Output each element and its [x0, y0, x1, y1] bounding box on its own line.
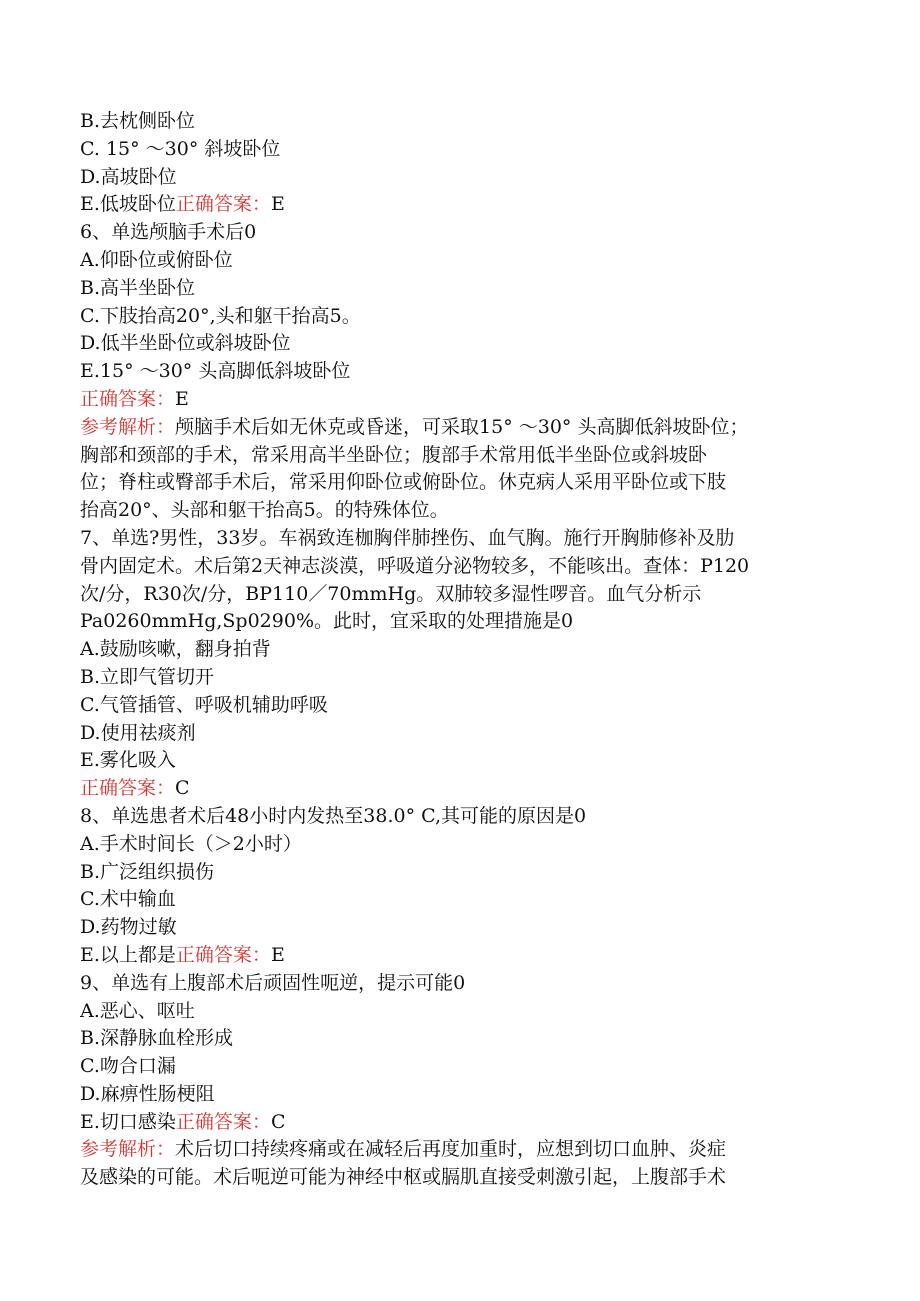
q9-option-d: D.麻痹性肠梗阻 — [80, 1082, 215, 1105]
q6-analysis-line-2: 胸部和颈部的手术，常采用高半坐卧位；腹部手术常用低半坐卧位或斜坡卧 — [80, 443, 708, 466]
document-page — [80, 108, 840, 1192]
q6-option-e: E.15° ～30° 头高脚低斜坡卧位 — [80, 360, 351, 383]
q8-answer-value: E — [270, 943, 285, 966]
q6-option-d: D.低半坐卧位或斜坡卧位 — [80, 332, 291, 355]
q6-analysis-row — [80, 414, 840, 442]
q6-analysis-line-3: 位；脊柱或臀部手术后，常采用仰卧位或俯卧位。休克病人采用平卧位或下肢 — [80, 471, 727, 494]
q5-answer-value: E — [270, 193, 285, 216]
q7-option-d: D.使用祛痰剂 — [80, 721, 196, 744]
q7-option-a: A.鼓励咳嗽，翻身拍背 — [80, 638, 271, 661]
q7-stem-line-2: 骨内固定术。术后第2天神志淡漠，呼吸道分泌物较多，不能咳出。查体：P120 — [80, 554, 750, 577]
q9-analysis-line-2: 及感染的可能。术后呃逆可能为神经中枢或膈肌直接受刺激引起，上腹部手术 — [80, 1166, 727, 1189]
q5-option-c: C. 15° ～30° 斜坡卧位 — [80, 137, 281, 160]
q8-answer-label: 正确答案： — [175, 943, 271, 966]
q8-option-d: D.药物过敏 — [80, 916, 177, 939]
q8-option-e: E.以上都是 — [80, 943, 176, 966]
q5-option-d: D.高坡卧位 — [80, 165, 177, 188]
q9-option-e-row — [80, 1109, 840, 1137]
q6-answer-value: E — [175, 387, 189, 410]
q7-option-b: B.立即气管切开 — [80, 665, 215, 688]
q5-answer-label: 正确答案： — [175, 193, 271, 216]
q6-answer-row — [80, 386, 840, 414]
q8-option-a: A.手术时间长（＞2小时） — [80, 832, 302, 855]
q7-option-c: C.气管插管、呼吸机辅助呼吸 — [80, 693, 328, 716]
q9-analysis-row — [80, 1136, 840, 1164]
q9-option-c: C.吻合口漏 — [80, 1055, 176, 1078]
q9-answer-value: C — [270, 1110, 286, 1133]
q6-analysis-line-4: 抬高20°、头部和躯干抬高5。的特殊体位。 — [80, 499, 449, 522]
q9-analysis-line-1: 术后切口持续疼痛或在减轻后再度加重时，应想到切口血肿、炎症 — [175, 1138, 727, 1161]
q6-answer-label: 正确答案： — [80, 387, 176, 410]
q7-stem-line-3: 次/分，R30次/分，BP110／70mmHg。双肺较多湿性啰音。血气分析示 — [80, 582, 702, 605]
q6-option-c: C.下肢抬高20°,头和躯干抬高5。 — [80, 304, 361, 327]
q9-stem: 9、单选有上腹部术后顽固性呃逆，提示可能0 — [80, 971, 466, 994]
q7-option-e: E.雾化吸入 — [80, 749, 176, 772]
q8-option-e-row — [80, 942, 840, 970]
q7-stem-line-1: 7、单选?男性，33岁。车祸致连枷胸伴肺挫伤、血气胸。施行开胸肺修补及肋 — [80, 526, 735, 549]
q7-answer-value: C — [175, 777, 190, 800]
q5-option-b: B.去枕侧卧位 — [80, 110, 196, 132]
q8-stem: 8、单选患者术后48小时内发热至38.0° C,其可能的原因是0 — [80, 804, 587, 827]
q9-option-e: E.切口感染 — [80, 1110, 176, 1133]
q7-stem-line-4: Pa0260mmHg,Sp0290%。此时，宜采取的处理措施是0 — [80, 610, 574, 633]
q9-analysis-label: 参考解析： — [80, 1138, 176, 1161]
q6-option-b: B.高半坐卧位 — [80, 276, 196, 299]
q8-option-b: B.广泛组织损伤 — [80, 860, 215, 883]
q7-answer-row — [80, 775, 840, 803]
q5-option-e: E.低坡卧位 — [80, 193, 176, 216]
q7-answer-label: 正确答案： — [80, 777, 176, 800]
q6-stem: 6、单选颅脑手术后0 — [80, 221, 257, 244]
q9-option-a: A.恶心、呕吐 — [80, 999, 195, 1022]
q8-option-c: C.术中输血 — [80, 888, 176, 911]
q9-answer-label: 正确答案： — [175, 1110, 271, 1133]
q6-analysis-line-1: 颅脑手术后如无休克或昏迷，可采取15° ～30° 头高脚低斜坡卧位； — [175, 415, 749, 438]
q5-option-e-row — [80, 191, 840, 219]
q6-option-a: A.仰卧位或俯卧位 — [80, 248, 233, 271]
q9-option-b: B.深静脉血栓形成 — [80, 1027, 234, 1050]
q6-analysis-label: 参考解析： — [80, 415, 176, 438]
